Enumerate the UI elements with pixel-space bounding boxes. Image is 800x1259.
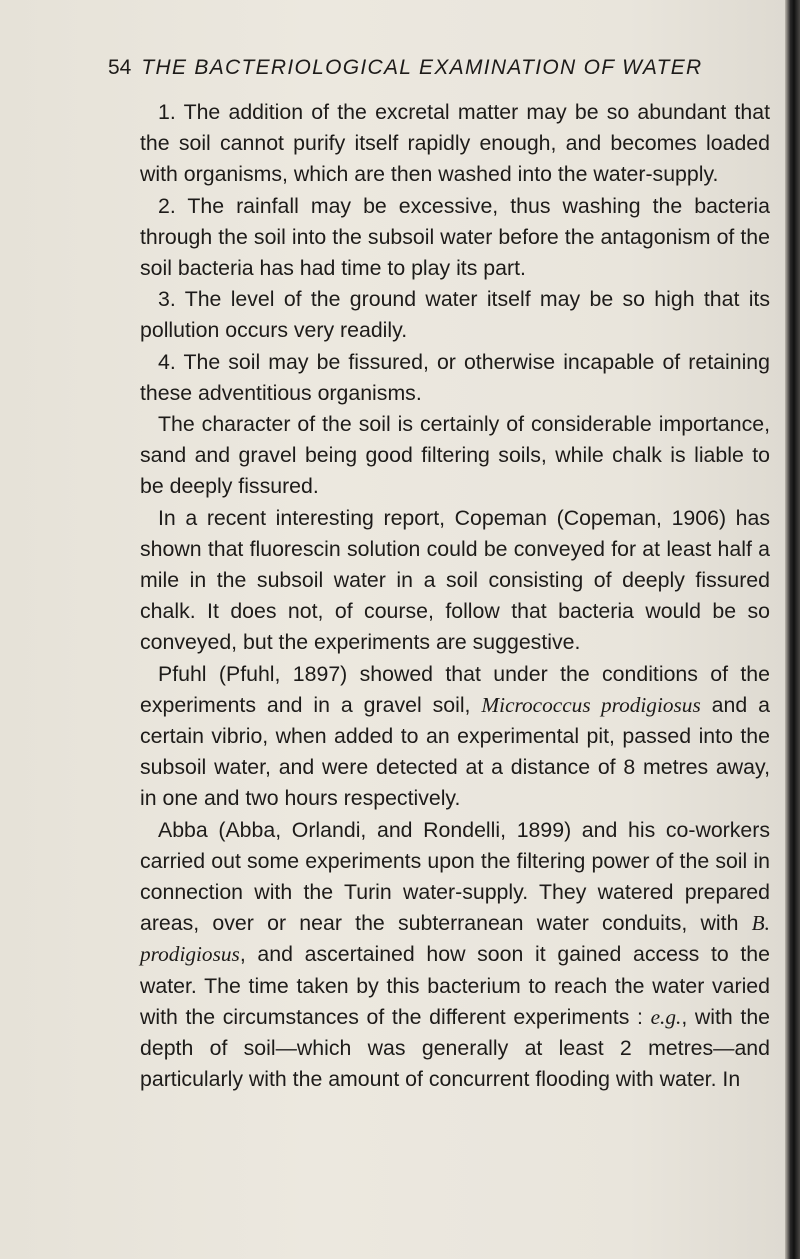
- body-text: [140, 97, 770, 1096]
- running-title: THE BACTERIOLOGICAL EXAMINATION OF WATER: [141, 56, 703, 79]
- paragraph-4: 4. The soil may be fissured, or otherwise incapable of retaining these adventitious organisms.: [140, 349, 770, 405]
- paragraph-5: The character of the soil is certainly of considerable importance, sand and gravel being good filtering soils, while chalk is liable to be deeply fissured.: [140, 412, 770, 499]
- paragraph-8: [140, 815, 770, 1096]
- species-name: Micrococcus prodigiosus: [481, 692, 701, 717]
- paragraph-6: In a recent interesting report, Copeman (Copeman, 1906) has shown that fluorescin solution could be conveyed for at least half a mile in the subsoil water in a soil consisting of deeply fissured chalk. It does not, of course, follow that bacteria would be so conveyed, but the experiments are suggestive.: [140, 505, 770, 655]
- paragraph-7: [140, 659, 770, 815]
- paragraph-8-text-a: Abba (Abba, Orlandi, and Rondelli, 1899) and his co-workers carried out some experiments upon the filtering power of the soil in connection with the Turin water-supply. They watered prepared areas, over or near the subterranean water conduits, with: [140, 817, 770, 936]
- paragraph-1: 1. The addition of the excretal matter may be so abundant that the soil cannot purify itself rapidly enough, and becomes loaded with organisms, which are then washed into the water-supply.: [140, 100, 770, 187]
- species-abbrev: B. prodigiosus: [140, 911, 770, 967]
- eg-abbrev: e.g.: [650, 1004, 682, 1029]
- page-edge-shadow: [785, 0, 800, 1259]
- paragraph-7-text-b: and a certain vibrio, when added to an experimental pit, passed into the subsoil water, and were detected at a distance of 8 metres away, in one and two hours respectively.: [140, 692, 770, 811]
- page-number: 54: [108, 56, 132, 79]
- running-head: [108, 56, 768, 80]
- paragraph-8-text-b: , and ascertained how soon it gained access to the water. The time taken by this bacterium to reach the water varied with the circumstances of the different experiments :: [140, 942, 770, 1029]
- paragraph-7-text-a: Pfuhl (Pfuhl, 1897) showed that under the conditions of the experiments and in a gravel soil,: [140, 661, 770, 717]
- paragraph-2: 2. The rainfall may be excessive, thus washing the bacteria through the soil into the subsoil water before the antagonism of the soil bacteria has had time to play its part.: [140, 193, 770, 281]
- paragraph-3: 3. The level of the ground water itself may be so high that its pollution occurs very readily.: [140, 287, 770, 343]
- paragraph-8-text-c: , with the depth of soil—which was generally at least 2 metres—and particularly with the amount of concurrent flooding with water. In: [140, 1004, 771, 1092]
